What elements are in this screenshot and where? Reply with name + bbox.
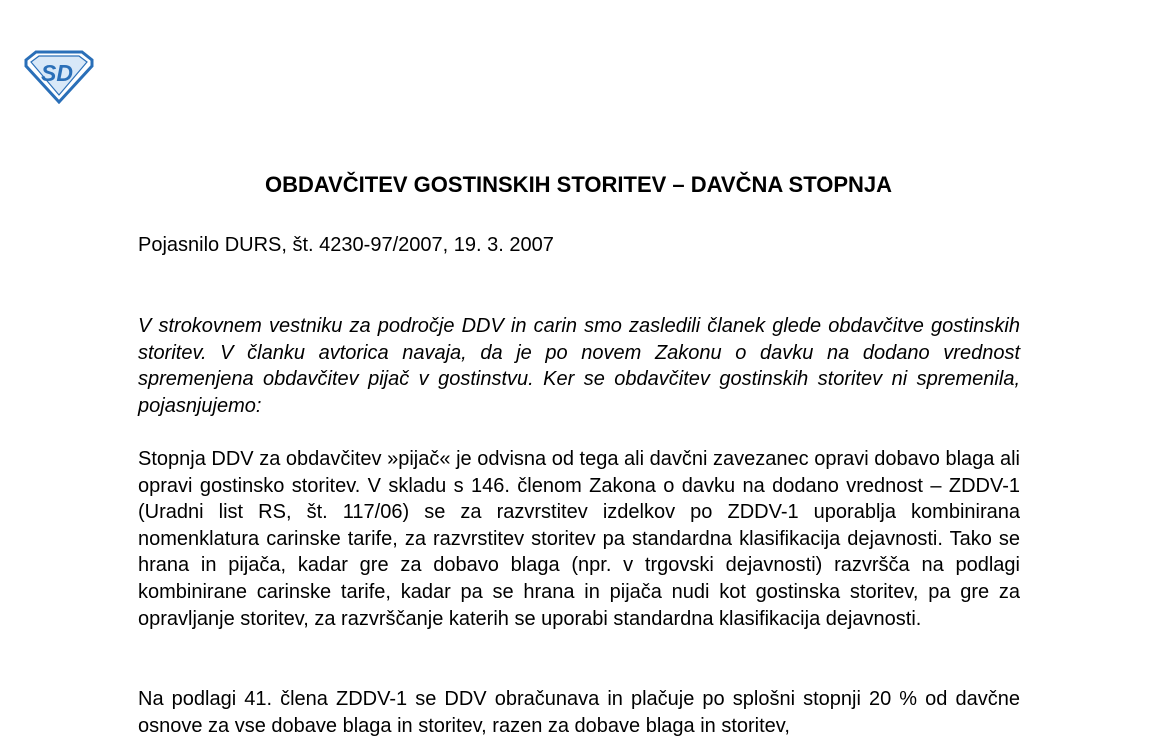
intro-paragraph: V strokovnem vestniku za področje DDV in carin smo zasledili članek glede obdavčitve gostinskih storitev. V članku avtorica navaja, da je po novem Zakonu o davku na dodano vrednost spremenjena obdavčitev pijač v gostinstvu. Ker se obdavčitev gostinskih storitev ni spremenila, pojasnjujemo:	[138, 315, 1020, 417]
body-paragraph: Stopnja DDV za obdavčitev »pijač« je odvisna od tega ali davčni zavezanec opravi dobavo blaga ali opravi gostinsko storitev. V skladu s 146. členom Zakona o davku na dodano vrednost – ZDDV-1 (Uradni list RS, št. 117/06) se za razvrstitev izdelkov po ZDDV-1 uporablja kombinirana nomenklatura carinske tarife, za razvrstitev storitev pa standardna klasifikacija dejavnosti. Tako se hrana in pijača, kadar gre za dobavo blaga (npr. v trgovski dejavnosti) razvršča na podlagi kombinirane carinske tarife, kadar pa se hrana in pijača nudi kot gostinska storitev, pa gre za opravljanje storitev, za razvrščanje katerih se uporabi standardna klasifikacija dejavnosti.	[138, 448, 1020, 630]
logo-text: SD	[41, 60, 73, 86]
body-paragraph: Na podlagi 41. člena ZDDV-1 se DDV obračunava in plačuje po splošni stopnji 20 % od davčne osnove za vse dobave blaga in storitev, razen za dobave blaga in storitev,	[138, 688, 1020, 737]
sd-logo-icon	[22, 50, 96, 104]
document-subtitle: Pojasnilo DURS, št. 4230-97/2007, 19. 3. 2007	[138, 234, 554, 256]
document-title: OBDAVČITEV GOSTINSKIH STORITEV – DAVČNA STOPNJA	[264, 172, 893, 197]
company-logo	[22, 50, 96, 104]
